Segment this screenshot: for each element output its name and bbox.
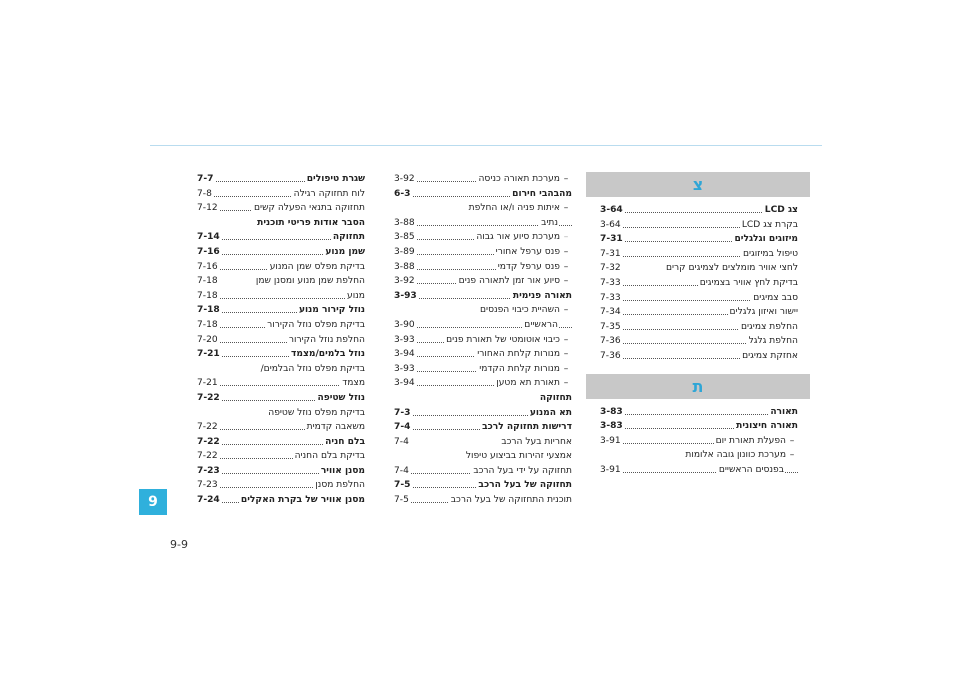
index-entry (394, 493, 572, 508)
dash-bullet-icon: – (563, 305, 569, 316)
entry-text: החלפת צמיגים (740, 321, 798, 332)
index-entry (197, 420, 365, 435)
entry-label (741, 247, 798, 262)
entry-text: תאורה חיצונית (736, 421, 798, 432)
entry-label (747, 334, 798, 349)
entry-page: 7-24 (197, 493, 222, 508)
entry-text: החלפת מסנן (315, 480, 365, 491)
index-entry (197, 303, 365, 318)
index-entry (394, 449, 572, 464)
entry-text: לחצי אוויר מומלצים לצמיגים קרים (665, 263, 798, 274)
entry-label (664, 261, 798, 276)
entry-label (476, 478, 572, 493)
index-entry (394, 318, 572, 333)
entry-label (740, 349, 798, 364)
index-entry (600, 448, 798, 463)
top-rule (150, 145, 822, 146)
entry-label (289, 347, 365, 362)
index-entry (394, 435, 572, 450)
entry-label (292, 187, 365, 202)
index-entry (197, 201, 365, 216)
entry-label (319, 464, 365, 479)
index-entry (394, 420, 572, 435)
index-entry (394, 201, 572, 216)
entry-text: בפנסים הראשיים (718, 464, 784, 475)
entry-page: 7-4 (394, 435, 411, 450)
entry-page: 3-90 (394, 318, 417, 333)
entry-label (698, 276, 798, 291)
entry-text: בדיקת בלם החניה (294, 451, 365, 462)
entry-label (496, 260, 572, 275)
entry-page: 3-64 (600, 203, 625, 218)
index-entry (600, 349, 798, 364)
index-entry (394, 187, 572, 202)
entry-page: 3-94 (394, 376, 417, 391)
index-entry (197, 391, 365, 406)
entry-page: 7-16 (197, 245, 222, 260)
entry-label (528, 406, 572, 421)
entry-label (768, 405, 798, 420)
entry-label (480, 420, 572, 435)
entry-label (265, 318, 365, 333)
entry-label (261, 362, 365, 377)
entry-page: 3-85 (394, 230, 417, 245)
entry-label (340, 376, 365, 391)
index-entry (197, 478, 365, 493)
entry-text: מסנן אוויר (320, 465, 365, 476)
chapter-tab: 9 (139, 489, 167, 515)
dash-bullet-icon: – (563, 276, 569, 287)
entry-page: 3-91 (600, 463, 623, 478)
entry-label (499, 435, 572, 450)
entry-text: מערכת סיוע אור גבוה (476, 232, 560, 243)
index-entry (394, 391, 572, 406)
entry-label (239, 493, 365, 508)
entry-page: 7-3 (394, 406, 412, 421)
entry-page: 7-5 (394, 478, 412, 493)
entry-page: 7-22 (197, 420, 220, 435)
entry-label (477, 362, 572, 377)
entry-text: הסבר אודות פריטי תוכנית (257, 217, 365, 228)
entry-text: מערכת תאורה כניסה (478, 174, 560, 184)
entry-label (763, 203, 798, 218)
entry-page: 7-32 (600, 261, 623, 276)
entry-text: בדיקת מפלס שמן המנוע (269, 261, 365, 272)
entry-label (471, 464, 572, 479)
index-entry (600, 261, 798, 276)
entry-label (254, 274, 365, 289)
index-entry (197, 260, 365, 275)
entry-text: החלפת נוזל הקירור (288, 334, 365, 345)
section-tsadi-entries (586, 203, 810, 364)
entry-text: בקרת צג LCD (741, 219, 798, 230)
index-entry (600, 334, 798, 349)
entry-label (751, 291, 798, 306)
entry-label (305, 172, 365, 187)
entry-label (287, 333, 365, 348)
entry-page: 7-4 (394, 464, 411, 479)
entry-text: בדיקת מפלס נוזל שטיפה (268, 407, 365, 418)
dash-bullet-icon: – (563, 334, 569, 345)
entry-text: תחזוקה (539, 392, 572, 403)
dot-leader (197, 298, 365, 299)
dash-bullet-icon: – (563, 232, 569, 243)
index-entry (394, 362, 572, 377)
entry-label (510, 187, 572, 202)
entry-page: 7-22 (197, 449, 220, 464)
entry-text: נוזל שטיפה (317, 392, 365, 403)
entry-label (683, 448, 798, 463)
entry-text: שמן מנוע (325, 246, 365, 257)
entry-text: טיפול במיזוגים (742, 248, 798, 259)
entry-page: 3-88 (394, 216, 417, 231)
index-entry (394, 303, 572, 318)
dash-bullet-icon: – (563, 174, 569, 184)
entry-text: מנוע (347, 290, 365, 301)
entry-page: 6-3 (394, 187, 412, 202)
entry-label (475, 347, 572, 362)
entry-page: 7-23 (197, 464, 222, 479)
entry-text: כיבוי אוטומטי של תאורת פנים (446, 334, 560, 345)
entry-text: פנס ערפל קדמי (497, 261, 560, 272)
entry-page: 7-20 (197, 333, 220, 348)
index-entry (197, 347, 365, 362)
entry-page: 7-33 (600, 291, 623, 306)
index-entry (394, 464, 572, 479)
section-tav-entries (586, 405, 810, 478)
entry-page: 7-18 (197, 303, 222, 318)
index-entry (394, 289, 572, 304)
entry-label (476, 172, 572, 187)
index-entry (600, 232, 798, 247)
entry-text: איתות פניה ו/או החלפת (468, 203, 560, 214)
entry-page: 3-93 (394, 362, 417, 377)
index-entry (197, 464, 365, 479)
dash-bullet-icon: – (563, 378, 569, 389)
entry-text: פנס ערפל אחורי (495, 246, 560, 257)
entry-label (740, 218, 798, 233)
entry-text: מצמד (342, 378, 365, 389)
entry-page: 7-22 (197, 435, 222, 450)
dash-bullet-icon: – (563, 349, 569, 360)
index-column-left (197, 172, 365, 508)
entry-page: 7-4 (394, 420, 412, 435)
index-entry (197, 187, 365, 202)
dash-bullet-icon: – (563, 246, 569, 257)
index-entry (600, 405, 798, 420)
index-entry (600, 320, 798, 335)
entry-label (728, 305, 799, 320)
entry-text: תא המנוע (529, 407, 572, 418)
entry-label (331, 230, 365, 245)
entry-label (345, 289, 365, 304)
dash-bullet-icon: – (789, 435, 795, 446)
entry-page: 7-21 (197, 347, 222, 362)
section-header-tav: ת (586, 374, 810, 399)
entry-page: 7-31 (600, 232, 625, 247)
entry-text: מהבהבי חירום (512, 188, 572, 199)
entry-label (539, 216, 558, 231)
entry-text: תחזוקה (332, 232, 365, 243)
entry-page: 7-18 (197, 289, 220, 304)
index-entry (600, 434, 798, 449)
entry-text: החלפת שמן מנוע ומסנן שמן (255, 276, 365, 287)
index-entry (600, 305, 798, 320)
dash-bullet-icon: – (563, 203, 569, 214)
entry-label (315, 391, 365, 406)
entry-text: לוח תחזוקה רגילה (293, 188, 365, 199)
index-entry (197, 376, 365, 391)
entry-text: בדיקת מפלס נוזל הקירור (267, 319, 365, 330)
index-entry (394, 172, 572, 187)
entry-text: השהיית כיבוי הפנסים (480, 305, 560, 316)
entry-text: אחריות בעל הרכב (501, 436, 572, 447)
entry-page: 3-89 (394, 245, 417, 260)
index-entry (394, 274, 572, 289)
entry-label (494, 376, 572, 391)
entry-page: 7-16 (197, 260, 220, 275)
entry-text: תחזוקה של בעל הרכב (478, 480, 572, 491)
dash-bullet-icon: – (563, 261, 569, 272)
entry-page: 3-93 (394, 333, 417, 348)
entry-page: 7-5 (394, 493, 411, 508)
index-entry (600, 203, 798, 218)
index-entry (394, 347, 572, 362)
entry-text: תאורה פנימית (512, 290, 572, 301)
index-entry (394, 478, 572, 493)
entry-label (739, 320, 798, 335)
entry-text: מנורות קלחת הקדמי (479, 363, 560, 374)
entry-text: בדיקת לחץ אוויר בצמיגים (699, 277, 798, 288)
index-entry (197, 435, 365, 450)
entry-text: דרישות תחזוקה לרכב (482, 422, 572, 433)
entry-page: 7-23 (197, 478, 220, 493)
entry-page: 7-12 (197, 201, 220, 216)
index-entry (600, 218, 798, 233)
entry-text: הפעלת תאורת יום (715, 435, 786, 446)
entry-text: מיזוגים וגלגלים (734, 234, 798, 245)
entry-label (494, 245, 572, 260)
entry-text: תוכנית התחזוקה של בעל הרכב (450, 495, 572, 506)
entry-page: 7-8 (197, 187, 214, 202)
entry-page: 7-33 (600, 276, 623, 291)
entry-text: נוזל קירור מנוע (298, 305, 365, 316)
entry-text: צג LCD (764, 205, 798, 215)
entry-label (467, 201, 572, 216)
page-number: 9-9 (170, 538, 188, 551)
entry-page: 3-92 (394, 172, 417, 187)
index-entry (197, 216, 365, 231)
index-entry (197, 449, 365, 464)
index-entry (197, 362, 365, 377)
index-entry (600, 419, 798, 434)
entry-label (297, 303, 365, 318)
entry-label (734, 419, 798, 434)
dash-bullet-icon: – (563, 363, 569, 374)
index-entry (600, 276, 798, 291)
entry-page: 7-34 (600, 305, 623, 320)
index-entry (197, 493, 365, 508)
section-header-tsadi: צ (586, 172, 810, 197)
entry-page: 7-22 (197, 391, 222, 406)
entry-label (714, 434, 798, 449)
entry-text: אחזקת צמיגים (742, 350, 798, 361)
entry-text: תאורה (770, 406, 798, 417)
entry-text: נוזל בלמים/מצמד (291, 349, 365, 360)
entry-label (511, 289, 572, 304)
entry-page: 3-94 (394, 347, 417, 362)
entry-page: 7-31 (600, 247, 623, 262)
entry-label (268, 406, 365, 421)
index-entry (197, 172, 365, 187)
index-entry (394, 216, 572, 231)
index-entry (197, 318, 365, 333)
entry-label (449, 493, 572, 508)
entry-text: סיוע אור זמן לתאורה פנים (458, 276, 560, 287)
entry-label (522, 318, 558, 333)
index-entry (197, 289, 365, 304)
entry-text: החלפת גלגל (748, 336, 798, 347)
entry-label (466, 449, 572, 464)
entry-page: 7-36 (600, 334, 623, 349)
entry-text: בלם חניה (325, 436, 365, 447)
index-entry (197, 230, 365, 245)
index-entry (600, 247, 798, 262)
entry-text: נתיב (541, 217, 558, 228)
entry-label (474, 230, 572, 245)
index-entry (197, 333, 365, 348)
index-entry (394, 376, 572, 391)
index-entry (394, 260, 572, 275)
entry-page: 3-64 (600, 218, 623, 233)
entry-page: 3-91 (600, 434, 623, 449)
entry-label (323, 245, 365, 260)
index-entry (394, 406, 572, 421)
index-entry (197, 245, 365, 260)
entry-label (313, 478, 365, 493)
entry-label (717, 463, 784, 478)
entry-text: תחזוקה בתנאי הפעלה קשים (254, 203, 365, 214)
entry-label (293, 449, 365, 464)
entry-label (732, 232, 798, 247)
index-column-right (586, 172, 810, 478)
entry-text: אמצעי זהירות בביצוע טיפול (465, 451, 572, 462)
index-entry (197, 274, 365, 289)
entry-page: 7-18 (197, 318, 220, 333)
index-entry (394, 333, 572, 348)
entry-text: שגרת טיפולים (306, 174, 365, 184)
entry-label (444, 333, 572, 348)
entry-label (323, 435, 365, 450)
entry-text: בדיקת מפלס נוזל הבלמים/ (260, 363, 365, 374)
entry-label (268, 260, 365, 275)
entry-text: מנורות קלחת האחורי (477, 349, 560, 360)
entry-text: תחזוקה על ידי בעל הרכב (473, 465, 572, 476)
entry-label (252, 201, 365, 216)
entry-page: 7-35 (600, 320, 623, 335)
entry-page: 7-21 (197, 376, 220, 391)
entry-page: 3-93 (394, 289, 419, 304)
entry-label (257, 216, 365, 231)
entry-page: 7-7 (197, 172, 215, 187)
index-entry (600, 463, 798, 478)
entry-page: 7-36 (600, 349, 623, 364)
index-entry (394, 245, 572, 260)
entry-text: מערכת כוונון גובה אלומות (685, 450, 786, 461)
entry-page: 3-83 (600, 405, 625, 420)
entry-text: מסנן אוויר של בקרת האקלים (240, 495, 365, 506)
entry-text: הראשיים (524, 319, 558, 330)
dash-bullet-icon: – (789, 450, 795, 461)
entry-text: יישור ואיזון גלגלים (729, 307, 798, 318)
entry-label (305, 420, 365, 435)
entry-text: סבב צמיגים (753, 292, 798, 303)
entry-label (457, 274, 572, 289)
entry-page: 7-14 (197, 230, 222, 245)
index-entry (394, 230, 572, 245)
index-entry (197, 406, 365, 421)
index-column-middle (394, 172, 572, 508)
entry-text: תאורת תא מטען (496, 378, 560, 389)
entry-label (540, 391, 572, 406)
entry-page: 3-88 (394, 260, 417, 275)
entry-text: משאבה קדמית (306, 422, 365, 433)
entry-label (478, 303, 572, 318)
entry-page: 7-18 (197, 274, 220, 289)
entry-page: 3-92 (394, 274, 417, 289)
entry-page: 3-83 (600, 419, 625, 434)
index-entry (600, 291, 798, 306)
